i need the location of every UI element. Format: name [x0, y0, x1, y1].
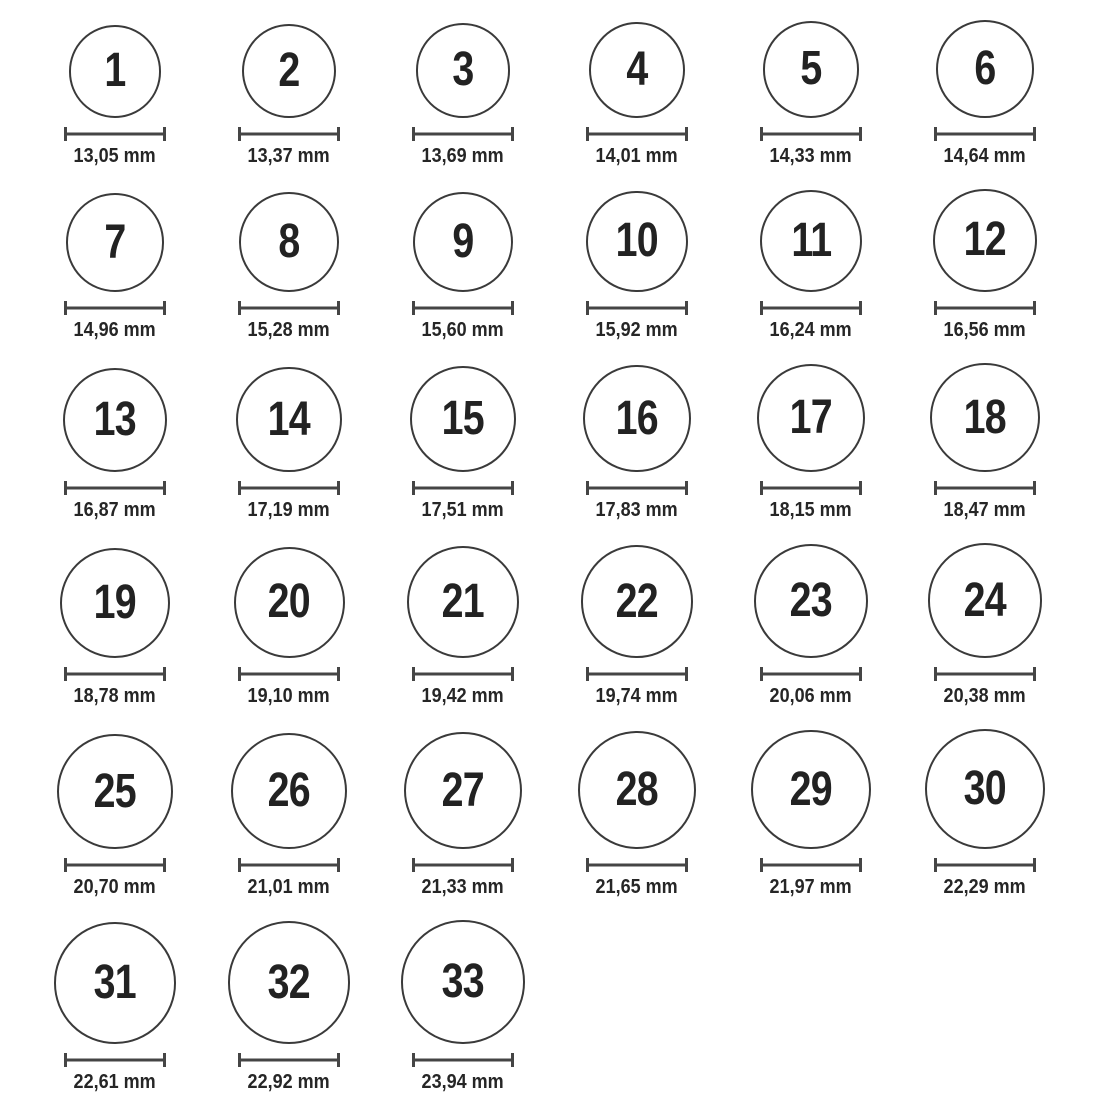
ring-size-number: 15: [441, 392, 485, 446]
diameter-label: 17,83 mm: [595, 499, 679, 522]
ring-size-number: 28: [615, 763, 659, 817]
ring-size-cell: [202, 24, 376, 167]
ring-size-number: 23: [789, 574, 833, 628]
diameter-label: 19,74 mm: [595, 684, 679, 707]
ring-circle-icon: [57, 734, 173, 850]
ring-size-number: 12: [963, 213, 1007, 267]
ring-size-cell: [376, 192, 550, 342]
ring-circle-icon: [933, 189, 1036, 292]
diameter-ruler-icon: [64, 301, 166, 315]
diameter-ruler-icon: [760, 127, 862, 141]
ring-size-number: 30: [963, 762, 1007, 816]
diameter-ruler-icon: [238, 1053, 340, 1067]
diameter-ruler-icon: [760, 481, 862, 495]
diameter-ruler-icon: [64, 667, 166, 681]
ring-circle-icon: [236, 367, 341, 472]
diameter-ruler-icon: [412, 127, 514, 141]
diameter-ruler-icon: [238, 127, 340, 141]
diameter-ruler-icon: [934, 667, 1036, 681]
ring-size-number: 9: [452, 214, 474, 268]
diameter-ruler-icon: [586, 667, 688, 681]
diameter-label: 21,01 mm: [247, 876, 331, 899]
ring-circle-icon: [583, 365, 690, 472]
ring-size-cell: [28, 368, 202, 521]
diameter-ruler-icon: [586, 858, 688, 872]
ring-size-cell: [898, 20, 1072, 167]
ring-size-cell: [724, 21, 898, 167]
diameter-label: 16,24 mm: [769, 319, 853, 342]
diameter-label: 21,97 mm: [769, 876, 853, 899]
ring-circle-icon: [60, 548, 170, 658]
ring-size-number: 7: [104, 215, 126, 269]
diameter-ruler-icon: [412, 858, 514, 872]
ring-circle-icon: [760, 190, 862, 292]
ring-size-cell: [28, 193, 202, 341]
ring-size-number: 16: [615, 391, 659, 445]
diameter-ruler-icon: [238, 858, 340, 872]
diameter-label: 13,05 mm: [73, 144, 157, 167]
ring-circle-icon: [54, 922, 175, 1043]
ring-size-cell: [550, 22, 724, 167]
diameter-ruler-icon: [760, 301, 862, 315]
ring-size-cell: [28, 922, 202, 1092]
ring-size-number: 25: [93, 764, 137, 818]
ring-circle-icon: [578, 731, 697, 850]
ring-circle-icon: [581, 545, 694, 658]
diameter-ruler-icon: [934, 858, 1036, 872]
diameter-label: 15,60 mm: [421, 319, 505, 342]
diameter-ruler-icon: [64, 127, 166, 141]
diameter-label: 15,92 mm: [595, 319, 679, 342]
diameter-label: 15,28 mm: [247, 319, 331, 342]
ring-circle-icon: [407, 546, 519, 658]
ring-circle-icon: [231, 733, 348, 850]
ring-circle-icon: [239, 192, 339, 292]
ring-size-cell: [28, 25, 202, 167]
diameter-ruler-icon: [760, 858, 862, 872]
ring-size-number: 18: [963, 390, 1007, 444]
ring-circle-icon: [413, 192, 514, 293]
diameter-label: 14,96 mm: [73, 319, 157, 342]
ring-size-cell: [376, 23, 550, 167]
ring-circle-icon: [404, 732, 522, 850]
ring-size-number: 32: [267, 955, 311, 1009]
ring-circle-icon: [757, 364, 865, 472]
ring-size-number: 29: [789, 762, 833, 816]
ring-circle-icon: [66, 193, 165, 292]
ring-circle-icon: [928, 543, 1043, 658]
ring-size-cell: [898, 189, 1072, 341]
ring-circle-icon: [63, 368, 167, 472]
ring-size-cell: [202, 367, 376, 521]
ring-size-number: 17: [789, 391, 833, 445]
ring-size-number: 19: [93, 575, 137, 629]
ring-size-number: 24: [963, 573, 1007, 627]
ring-size-number: 1: [104, 44, 126, 98]
ring-size-cell: [28, 548, 202, 707]
diameter-label: 18,47 mm: [943, 499, 1027, 522]
diameter-label: 17,51 mm: [421, 499, 505, 522]
diameter-label: 22,61 mm: [73, 1070, 157, 1093]
ring-size-cell: [724, 730, 898, 899]
ring-size-number: 22: [615, 574, 659, 628]
diameter-label: 14,01 mm: [595, 144, 679, 167]
diameter-ruler-icon: [412, 667, 514, 681]
diameter-label: 19,42 mm: [421, 684, 505, 707]
ring-size-cell: [202, 733, 376, 899]
ring-circle-icon: [925, 729, 1046, 850]
diameter-label: 14,33 mm: [769, 144, 853, 167]
ring-circle-icon: [751, 730, 871, 850]
diameter-label: 18,15 mm: [769, 499, 853, 522]
diameter-label: 13,37 mm: [247, 144, 331, 167]
diameter-label: 23,94 mm: [421, 1070, 505, 1093]
ring-size-number: 11: [791, 213, 831, 267]
ring-size-number: 6: [974, 41, 996, 95]
ring-circle-icon: [586, 191, 688, 293]
ring-circle-icon: [930, 363, 1039, 472]
diameter-label: 19,10 mm: [247, 684, 331, 707]
diameter-label: 20,06 mm: [769, 684, 853, 707]
diameter-ruler-icon: [238, 481, 340, 495]
ring-size-cell: [898, 543, 1072, 707]
ring-size-number: 14: [267, 392, 311, 446]
diameter-ruler-icon: [64, 1053, 166, 1067]
ring-size-cell: [202, 192, 376, 341]
diameter-ruler-icon: [412, 1053, 514, 1067]
ring-size-cell: [724, 364, 898, 521]
diameter-label: 22,29 mm: [943, 876, 1027, 899]
ring-size-cell: [202, 921, 376, 1092]
diameter-ruler-icon: [760, 667, 862, 681]
ring-size-number: 2: [278, 43, 300, 97]
diameter-label: 20,38 mm: [943, 684, 1027, 707]
ring-circle-icon: [416, 23, 511, 118]
ring-size-number: 26: [267, 764, 311, 818]
diameter-label: 14,64 mm: [943, 144, 1027, 167]
diameter-ruler-icon: [934, 301, 1036, 315]
ring-circle-icon: [234, 547, 345, 658]
ring-size-number: 13: [93, 393, 137, 446]
ring-size-cell: [550, 191, 724, 342]
ring-circle-icon: [410, 366, 516, 472]
ring-size-number: 21: [441, 575, 485, 628]
ring-size-cell: [376, 366, 550, 521]
diameter-ruler-icon: [64, 481, 166, 495]
ring-size-cell: [376, 920, 550, 1092]
ring-size-cell: [724, 190, 898, 341]
ring-size-number: 20: [267, 575, 311, 629]
diameter-label: 22,92 mm: [247, 1070, 331, 1093]
ring-size-cell: [28, 734, 202, 899]
diameter-label: 17,19 mm: [247, 499, 331, 522]
ring-size-number: 31: [93, 956, 137, 1010]
diameter-label: 21,65 mm: [595, 876, 679, 899]
ring-circle-icon: [763, 21, 860, 118]
diameter-ruler-icon: [64, 858, 166, 872]
diameter-ruler-icon: [934, 127, 1036, 141]
diameter-ruler-icon: [412, 481, 514, 495]
diameter-ruler-icon: [238, 301, 340, 315]
ring-size-number: 27: [441, 763, 485, 817]
ring-size-cell: [898, 729, 1072, 899]
diameter-ruler-icon: [934, 481, 1036, 495]
ring-size-cell: [550, 731, 724, 899]
ring-size-number: 33: [441, 955, 485, 1009]
diameter-ruler-icon: [412, 301, 514, 315]
ring-size-cell: [376, 546, 550, 707]
ring-size-number: 3: [452, 43, 474, 97]
diameter-label: 18,78 mm: [73, 684, 157, 707]
diameter-label: 21,33 mm: [421, 876, 505, 899]
ring-circle-icon: [936, 20, 1034, 118]
diameter-ruler-icon: [586, 127, 688, 141]
ring-size-cell: [898, 363, 1072, 521]
ring-size-number: 10: [615, 214, 659, 268]
ring-circle-icon: [69, 25, 162, 118]
ring-circle-icon: [754, 544, 868, 658]
ring-size-cell: [724, 544, 898, 707]
ring-size-cell: [202, 547, 376, 707]
diameter-label: 16,56 mm: [943, 319, 1027, 342]
diameter-ruler-icon: [586, 481, 688, 495]
ring-size-cell: [550, 545, 724, 707]
ring-size-number: 8: [278, 215, 300, 269]
diameter-label: 16,87 mm: [73, 499, 157, 522]
ring-size-cell: [550, 365, 724, 521]
ring-circle-icon: [242, 24, 336, 118]
ring-circle-icon: [401, 920, 524, 1043]
ring-size-number: 5: [800, 42, 822, 96]
diameter-ruler-icon: [586, 301, 688, 315]
diameter-label: 13,69 mm: [421, 144, 505, 167]
ring-size-cell: [376, 732, 550, 899]
diameter-ruler-icon: [238, 667, 340, 681]
diameter-label: 20,70 mm: [73, 876, 157, 899]
ring-size-number: 4: [626, 42, 648, 96]
ring-circle-icon: [228, 921, 350, 1043]
ring-circle-icon: [589, 22, 685, 118]
